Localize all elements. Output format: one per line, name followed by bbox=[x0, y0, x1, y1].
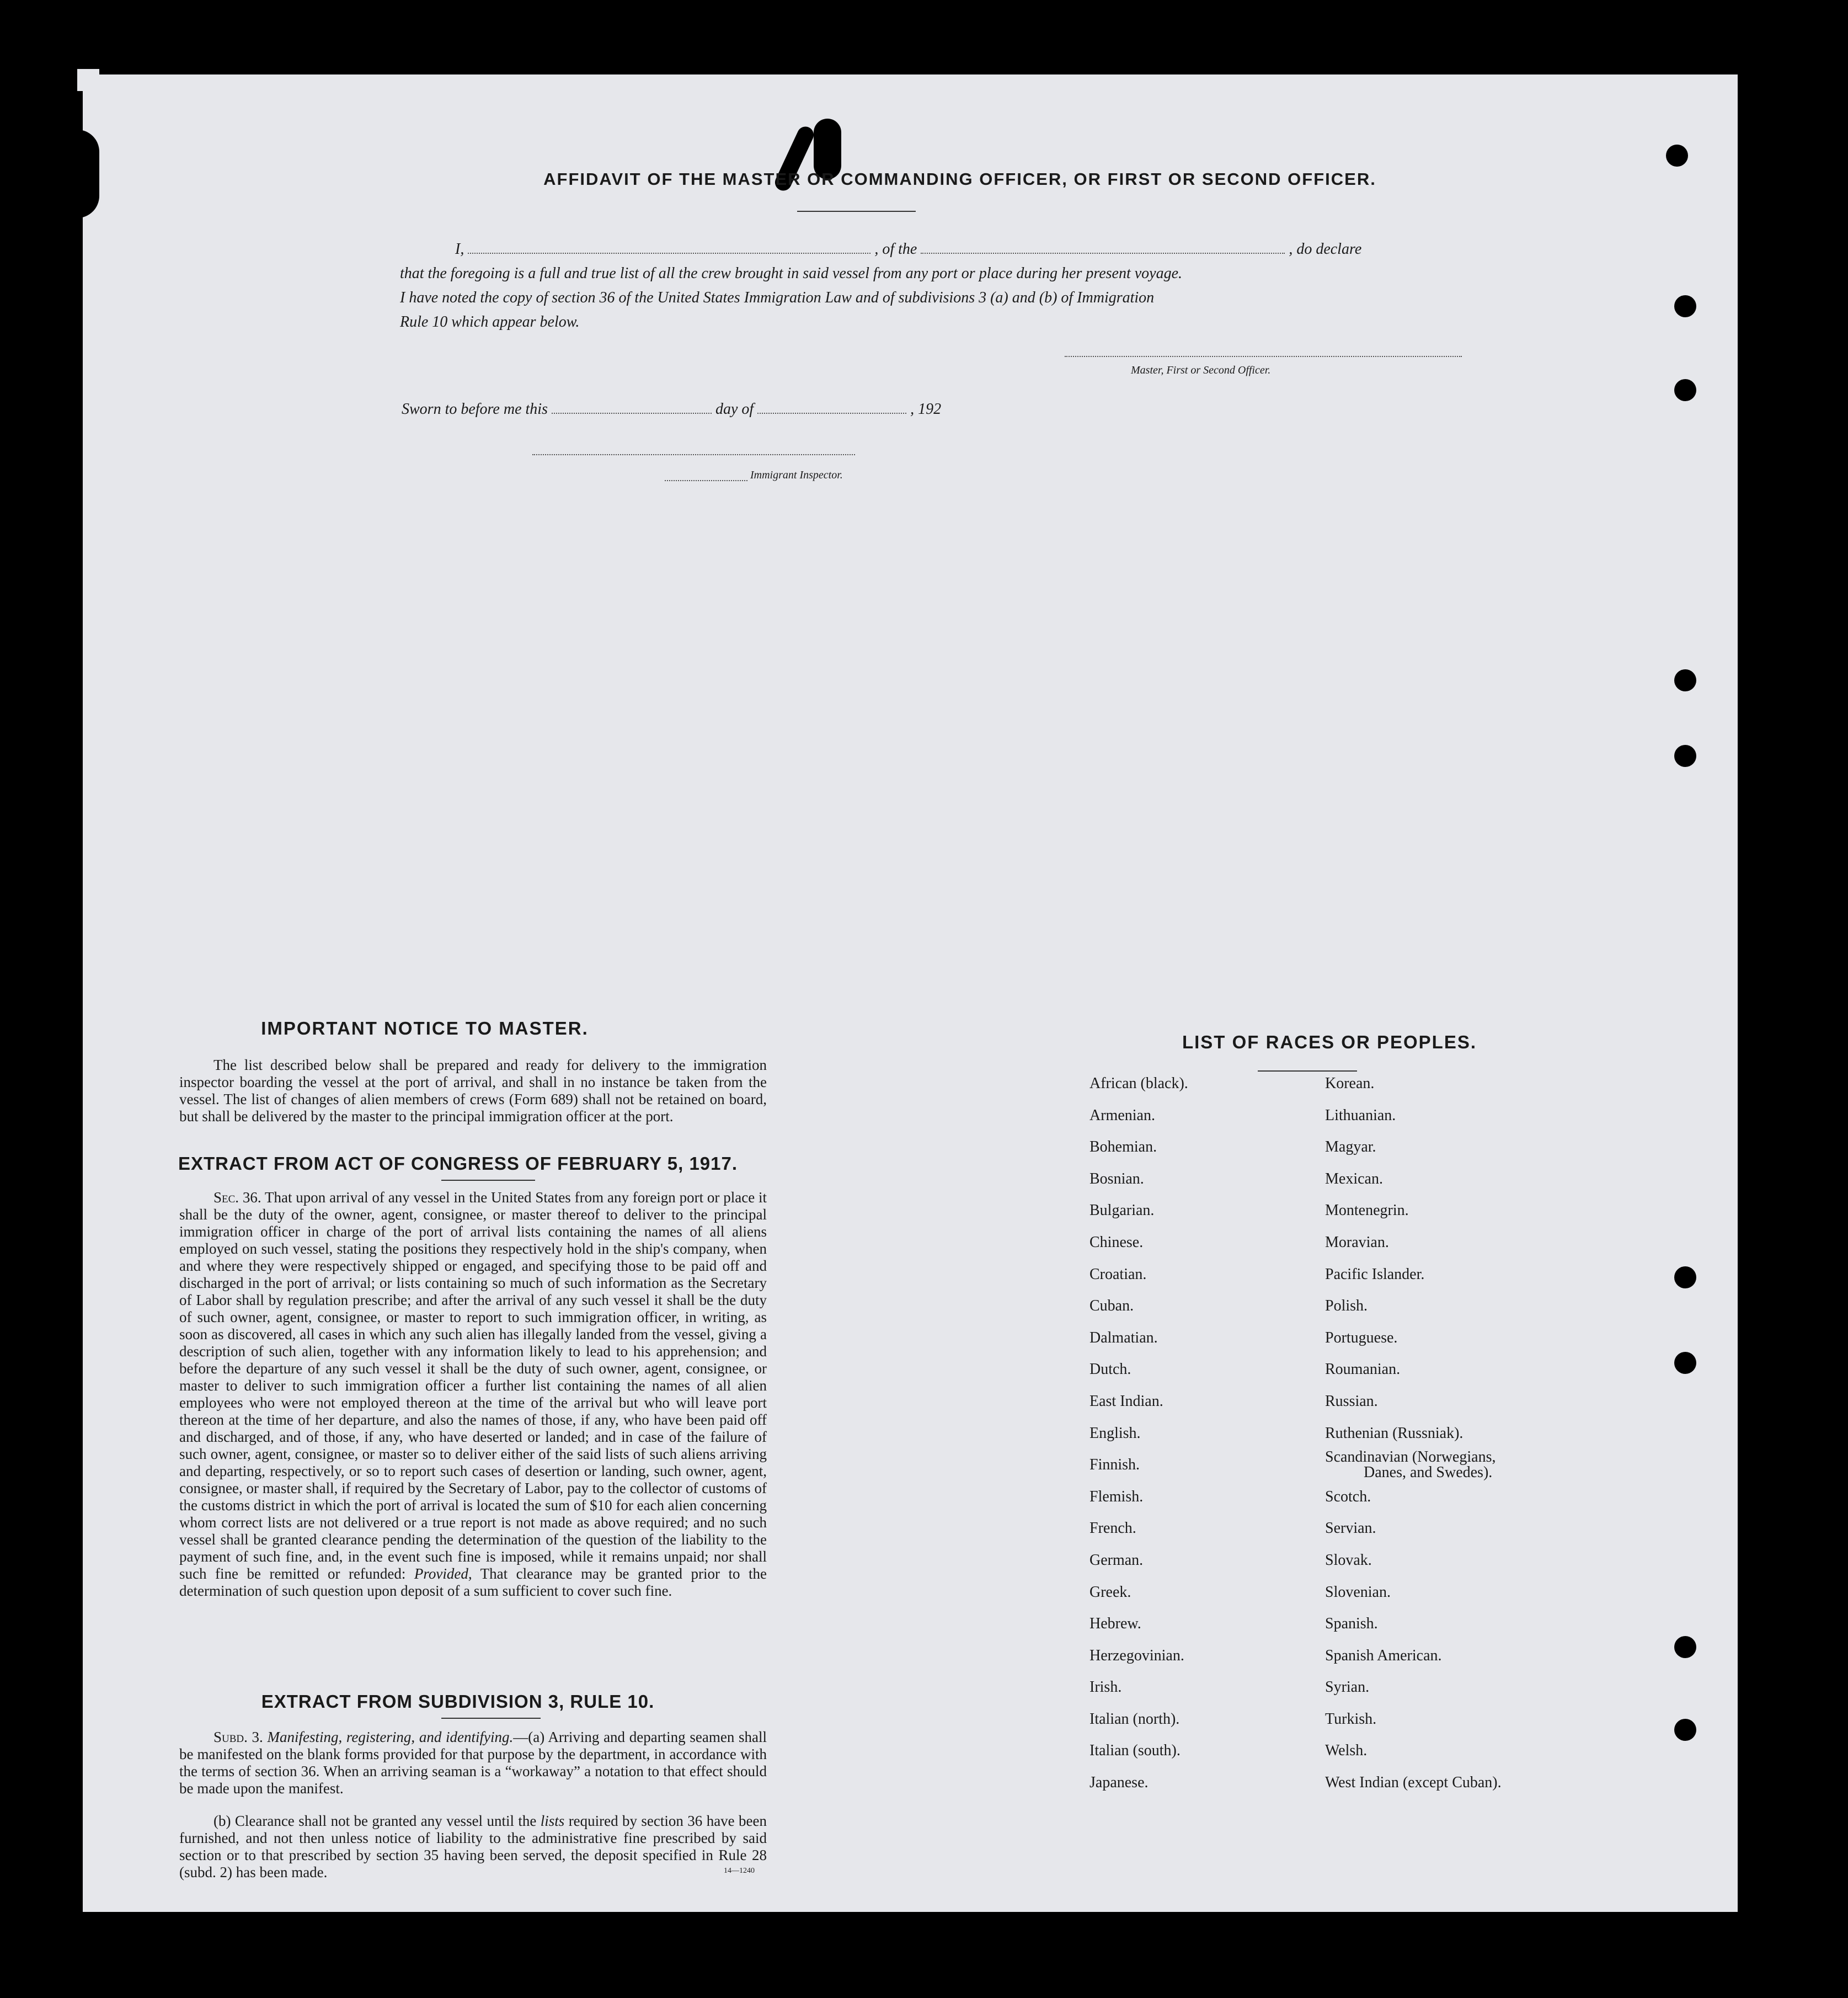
affidavit-body bbox=[400, 237, 1465, 334]
act-section-text: That upon arrival of any vessel in the United States from any foreign port or place it shall be the duty of the owner, agent, consignee, or master thereof to deliver to the principal immigration officer in charge of the port of arrival lists containing the names of all aliens employed on such vessel, stating the positions they respectively hold in the ship's company, when and where they were respectively shipped or engaged, and specifying those to be paid off and discharged in the port of arrival; or lists containing so much of such information as the Secretary of Labor shall by regulation prescribe; and after the arrival of any such vessel it shall be the duty of such owner, agent, consignee, or master to report to such immigration officer, in writing, as soon as discovered, all cases in which any such alien has illegally landed from the vessel, giving a description of such alien, together with any information likely to lead to his apprehension; and before the departure of any such vessel it shall be the duty of such owner, agent, consignee, or master to deliver to such immigration officer a further list containing the names of all alien employees who were not employed thereon at the time of the arrival but who will leave port thereon at the time of her departure, and also the names of those, if any, who have been paid off and discharged, and of those, if any, who have deserted or landed; and in case of the failure of such owner, agent, consignee, or master so to deliver either of the said lists of such aliens arriving and departing, respectively, or so to report such cases of desertion or landing, such owner, agent, consignee, or master shall, if required by the Secretary of Labor, pay to the collector of customs of the customs district in which the port of arrival is located the sum of $10 for each alien concerning whom correct lists are not delivered or a true report is not made as above required; and no such vessel shall be granted clearance pending the determination of the question of the liability to the payment of such fine, and, in the event such fine is imposed, while it remains unpaid; nor shall such fine be remitted or refunded: bbox=[179, 1189, 767, 1582]
race-item: Korean. bbox=[1325, 1075, 1375, 1092]
race-item: Servian. bbox=[1325, 1520, 1376, 1537]
act-section-end: That clearance may be granted prior to the determination of such question upon deposit of a sum sufficient to cover such fine. bbox=[179, 1565, 767, 1599]
race-item: Dutch. bbox=[1089, 1361, 1131, 1378]
affidavit-line-1 bbox=[400, 237, 1465, 262]
race-item: Croatian. bbox=[1089, 1265, 1147, 1283]
race-item: Dalmatian. bbox=[1089, 1329, 1158, 1346]
race-item: Moravian. bbox=[1325, 1233, 1389, 1251]
rule-paragraph-b-prefix: (b) Clearance shall not be granted any vessel until the bbox=[213, 1813, 537, 1829]
sworn-year: , 192 bbox=[910, 401, 942, 418]
form-number: 14—1240 bbox=[724, 1867, 755, 1875]
rule-lists-word: lists bbox=[540, 1813, 565, 1829]
race-item: Scandinavian (Norwegians, bbox=[1325, 1448, 1496, 1466]
act-section-label: Sec. 36. bbox=[213, 1189, 261, 1206]
race-item: Portuguese. bbox=[1325, 1329, 1398, 1346]
affidavit-title: AFFIDAVIT OF THE MASTER OR COMMANDING OFFICER, OR FIRST OR SECOND OFFICER. bbox=[543, 169, 1376, 189]
inspector-caption: Immigrant Inspector. bbox=[750, 469, 843, 481]
rule-paragraph-b: required by section 36 have been furnished, and not then unless notice of liability to the administrative fine prescribed by said section or to that prescribed by section 35 having been served, the deposit specified in Rule 28 (subd. 2) has been made. bbox=[179, 1813, 767, 1880]
race-item: Japanese. bbox=[1089, 1774, 1149, 1792]
race-item: Turkish. bbox=[1325, 1710, 1377, 1728]
race-item: Hebrew. bbox=[1089, 1615, 1141, 1633]
race-item: Syrian. bbox=[1325, 1679, 1370, 1696]
race-item: Bulgarian. bbox=[1089, 1202, 1155, 1219]
act-text bbox=[179, 1189, 767, 1600]
vessel-prefix: , of the bbox=[874, 241, 917, 258]
binder-hole bbox=[1674, 669, 1696, 691]
race-item: East Indian. bbox=[1089, 1392, 1163, 1410]
affidavit-line-3: I have noted the copy of section 36 of the United States Immigration Law and of subdivisions 3 (a) and (b) of Immigration bbox=[400, 289, 1155, 306]
act-rule bbox=[441, 1180, 535, 1181]
declarant-prefix: I, bbox=[455, 241, 464, 258]
race-item: Flemish. bbox=[1089, 1488, 1144, 1505]
race-item: Slovenian. bbox=[1325, 1583, 1391, 1601]
sworn-line bbox=[402, 397, 1174, 422]
rule-title: EXTRACT FROM SUBDIVISION 3, RULE 10. bbox=[261, 1691, 655, 1712]
inspector-signature-field[interactable] bbox=[532, 454, 855, 455]
race-item: Ruthenian (Russniak). bbox=[1325, 1424, 1464, 1442]
rule-rule bbox=[441, 1718, 541, 1719]
race-item: Roumanian. bbox=[1325, 1361, 1401, 1378]
document-page bbox=[83, 74, 1738, 1912]
affidavit-line-4: Rule 10 which appear below. bbox=[400, 313, 580, 331]
sworn-month-field[interactable] bbox=[757, 413, 906, 414]
rule-label: Subd. 3. bbox=[213, 1729, 263, 1745]
binder-hole bbox=[1674, 1266, 1696, 1288]
race-item: French. bbox=[1089, 1520, 1136, 1537]
rule-text-b bbox=[179, 1813, 767, 1881]
race-item: Italian (north). bbox=[1089, 1710, 1180, 1728]
page-corner bbox=[77, 69, 99, 91]
title-rule bbox=[797, 211, 916, 212]
binder-hole bbox=[1674, 295, 1696, 317]
vessel-name-field[interactable] bbox=[921, 253, 1285, 254]
inspector-dotted-lead bbox=[665, 480, 747, 481]
master-signature-field[interactable] bbox=[1065, 356, 1462, 357]
race-item: Russian. bbox=[1325, 1392, 1378, 1410]
affidavit-line-2: that the foregoing is a full and true list of all the crew brought in said vessel from any port or place during her present voyage. bbox=[400, 265, 1183, 282]
races-right-column bbox=[1325, 1076, 1502, 1807]
races-left-column bbox=[1089, 1076, 1188, 1807]
race-item: German. bbox=[1089, 1551, 1144, 1569]
binder-hole bbox=[1674, 745, 1696, 767]
race-item: English. bbox=[1089, 1424, 1141, 1442]
race-item: West Indian (except Cuban). bbox=[1325, 1774, 1502, 1792]
declare-suffix: , do declare bbox=[1289, 241, 1362, 258]
race-item: Italian (south). bbox=[1089, 1742, 1181, 1760]
race-item: African (black). bbox=[1089, 1075, 1188, 1092]
sworn-day-field[interactable] bbox=[552, 413, 712, 414]
race-item: Irish. bbox=[1089, 1679, 1122, 1696]
races-title: LIST OF RACES OR PEOPLES. bbox=[1182, 1032, 1477, 1052]
act-title: EXTRACT FROM ACT OF CONGRESS OF FEBRUARY 5, 1917. bbox=[178, 1153, 738, 1174]
rule-heading: Manifesting, registering, and identifying. bbox=[267, 1729, 514, 1745]
race-item: Pacific Islander. bbox=[1325, 1265, 1425, 1283]
race-item: Herzegovinian. bbox=[1089, 1647, 1184, 1664]
race-item: Lithuanian. bbox=[1325, 1106, 1396, 1124]
race-item-scandinavian bbox=[1325, 1450, 1502, 1489]
race-item: Slovak. bbox=[1325, 1551, 1372, 1569]
notice-title: IMPORTANT NOTICE TO MASTER. bbox=[261, 1018, 589, 1038]
torn-edge bbox=[77, 130, 99, 218]
race-item: Finnish. bbox=[1089, 1456, 1140, 1474]
race-item: Armenian. bbox=[1089, 1106, 1155, 1124]
declarant-name-field[interactable] bbox=[468, 253, 870, 254]
rule-text-a bbox=[179, 1729, 767, 1797]
race-item: Chinese. bbox=[1089, 1233, 1144, 1251]
race-item-continuation: Danes, and Swedes). bbox=[1364, 1464, 1493, 1482]
binder-hole bbox=[1666, 145, 1688, 167]
binder-hole bbox=[1674, 1719, 1696, 1741]
act-provided: Provided, bbox=[414, 1565, 472, 1582]
master-caption: Master, First or Second Officer. bbox=[1131, 364, 1271, 376]
binder-hole bbox=[1674, 1352, 1696, 1374]
race-item: Bosnian. bbox=[1089, 1170, 1144, 1187]
sworn-prefix: Sworn to before me this bbox=[402, 401, 548, 418]
sworn-day-of: day of bbox=[715, 401, 754, 418]
binder-hole bbox=[1674, 1636, 1696, 1658]
race-item: Mexican. bbox=[1325, 1170, 1383, 1187]
races-rule bbox=[1258, 1070, 1357, 1072]
binder-hole bbox=[1674, 379, 1696, 401]
race-item: Montenegrin. bbox=[1325, 1202, 1409, 1219]
race-item: Spanish American. bbox=[1325, 1647, 1442, 1664]
rule-paragraph-a: —(a) Arriving and departing seamen shall be manifested on the blank forms provided for that purpose by the department, in accordance with the terms of section 36. When an arriving seaman is a “workaway” a notation to that effect should be made upon the manifest. bbox=[179, 1729, 767, 1797]
race-item: Spanish. bbox=[1325, 1615, 1378, 1633]
race-item: Bohemian. bbox=[1089, 1138, 1157, 1156]
race-item: Polish. bbox=[1325, 1297, 1368, 1315]
race-item: Scotch. bbox=[1325, 1488, 1371, 1505]
race-item: Cuban. bbox=[1089, 1297, 1134, 1315]
race-item: Greek. bbox=[1089, 1583, 1131, 1601]
notice-text: The list described below shall be prepared and ready for delivery to the immigration inspector boarding the vessel at the port of arrival, and shall in no instance be taken from the vessel. The list of changes of alien members of crews (Form 689) shall not be retained on board, but shall be delivered by the master to the principal immigration officer at the port. bbox=[179, 1057, 767, 1125]
race-item: Magyar. bbox=[1325, 1138, 1376, 1156]
race-item: Welsh. bbox=[1325, 1742, 1368, 1760]
